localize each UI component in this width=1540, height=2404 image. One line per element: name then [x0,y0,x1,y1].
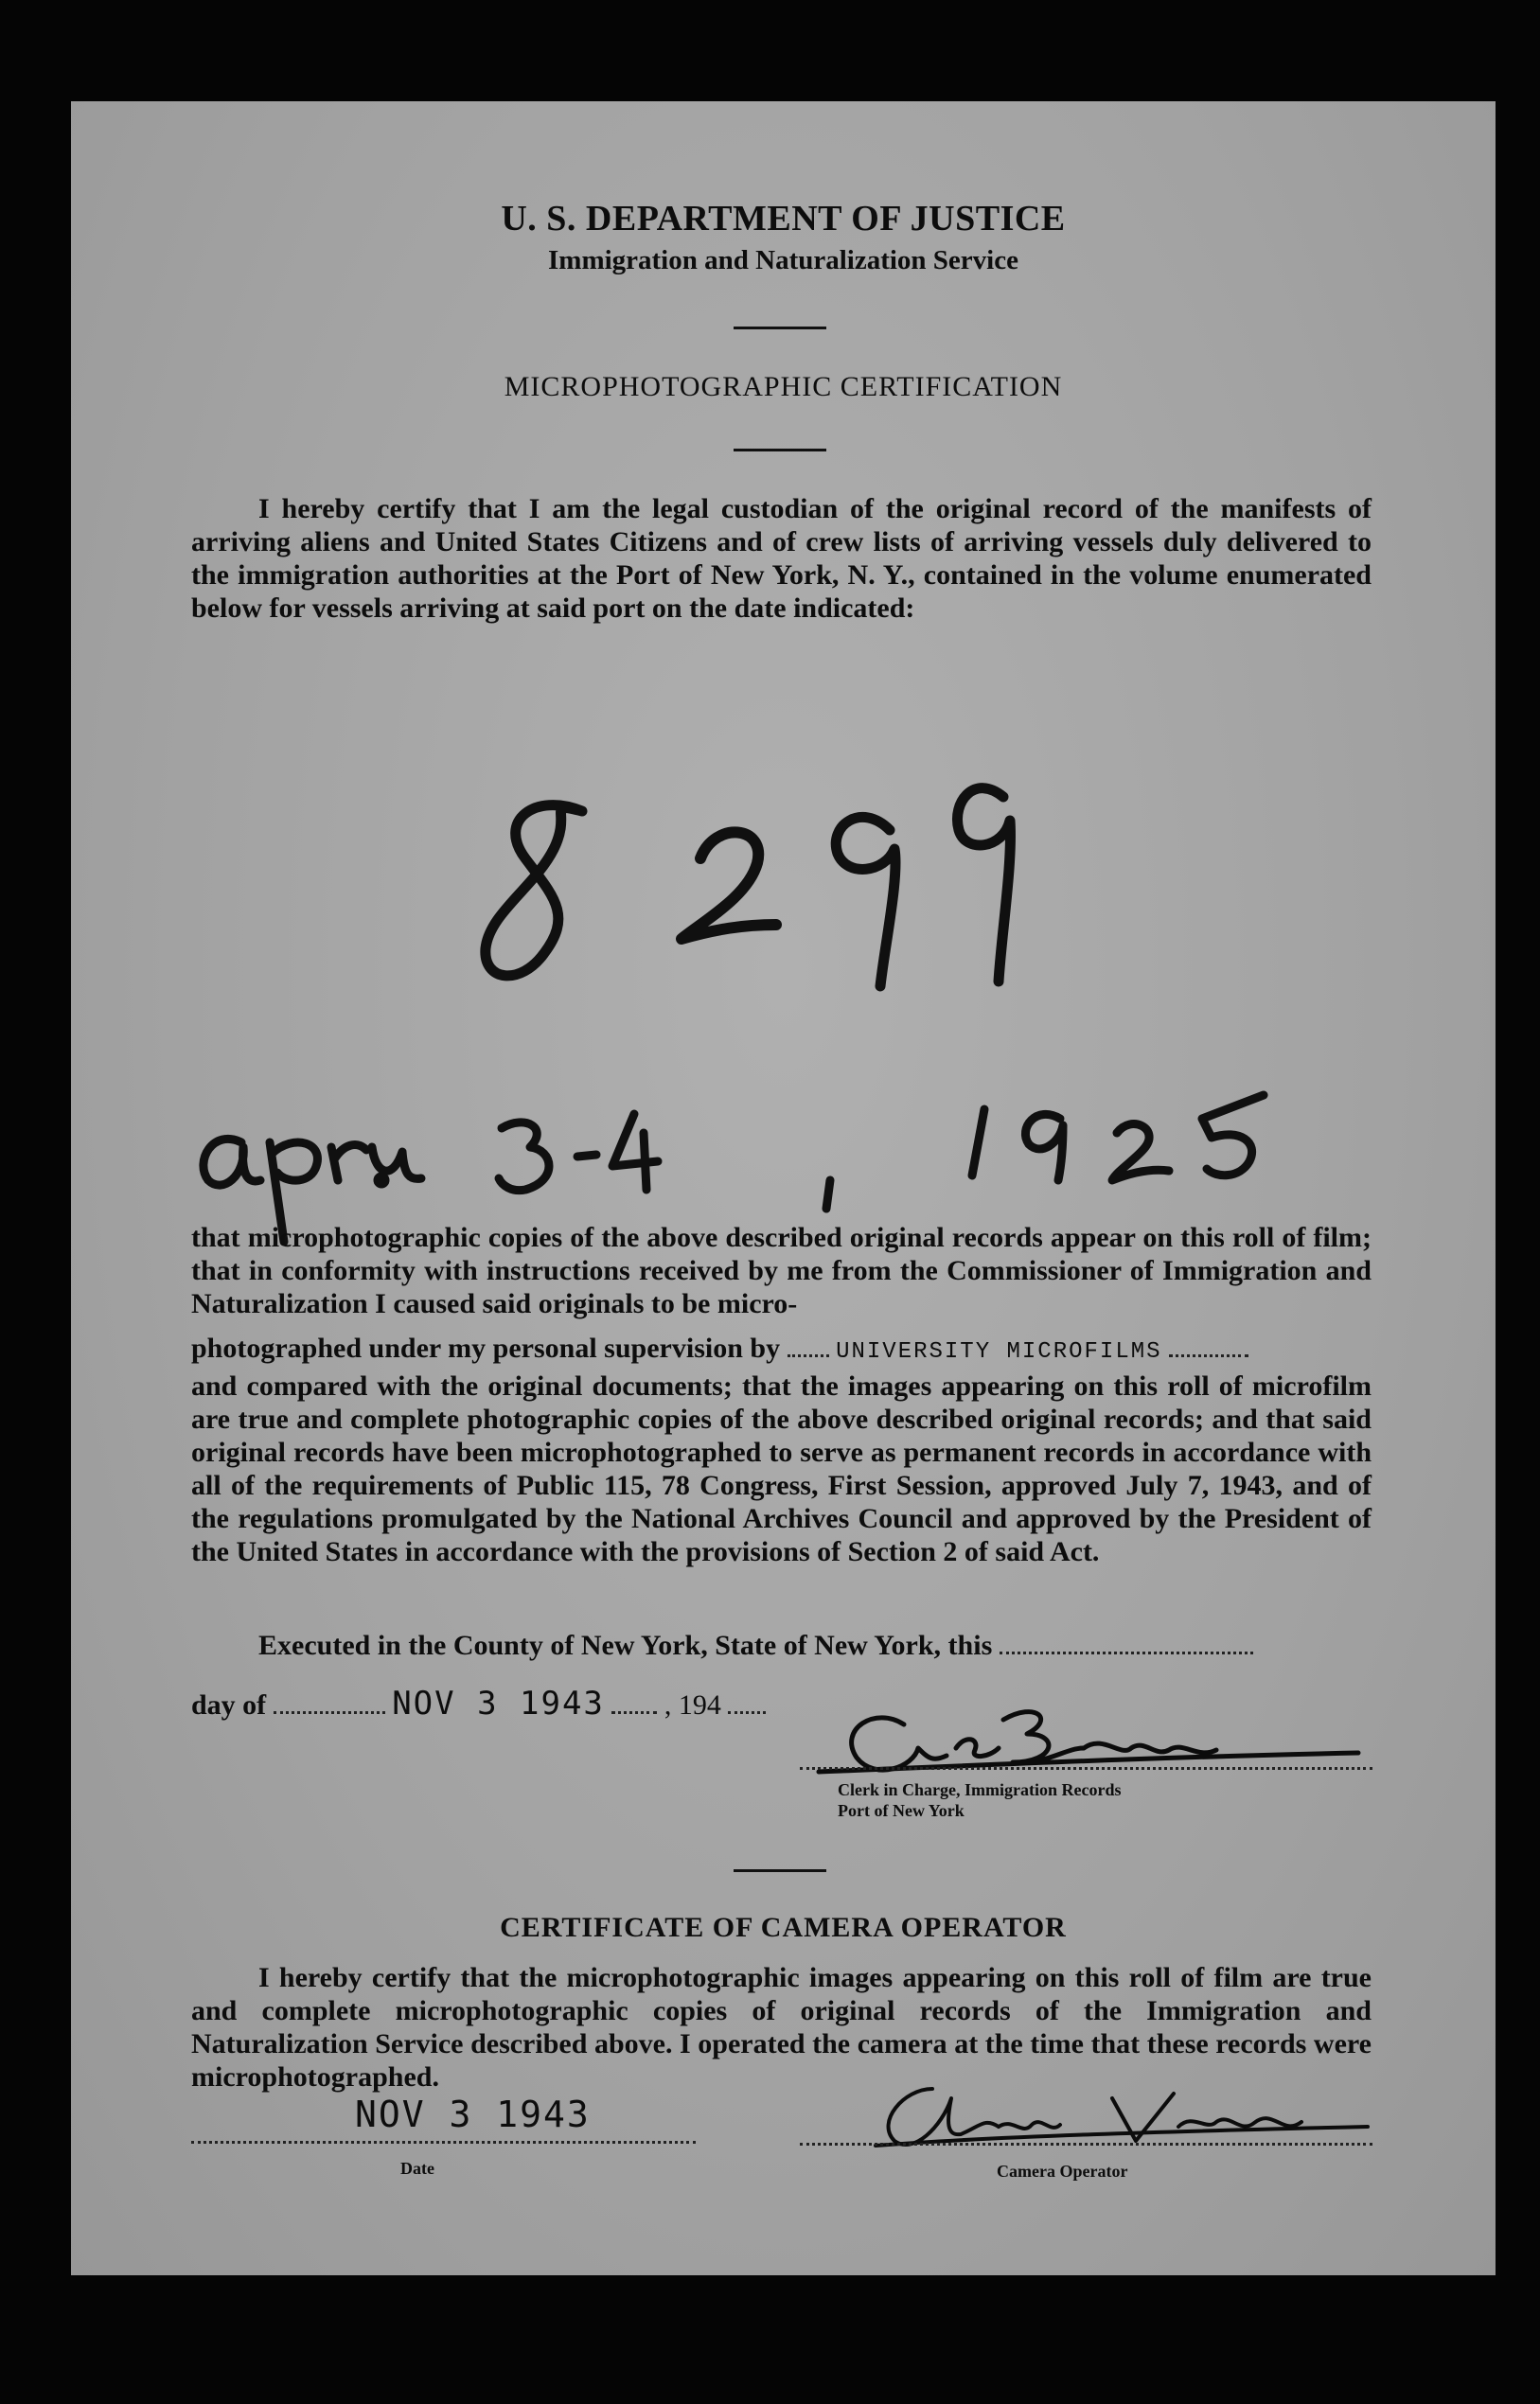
department-heading: U. S. DEPARTMENT OF JUSTICE [501,199,1066,239]
date-label: Date [400,2159,434,2178]
body-paragraph-b [191,1370,1372,1568]
handwritten-volume-and-date [431,660,1207,1057]
date-stamp: NOV 3 1943 [392,1685,605,1723]
intro-paragraph [191,492,1372,625]
clerk-title [838,1779,1121,1821]
operator-signature [857,2070,1387,2165]
dotted-leader [1169,1332,1248,1357]
intro-text: I hereby certify that I am the legal custodian of the original record of the manifests of arriving aliens and United States Citizens and of crew lists of arriving vessels duly delivered to the immigration authorities at the Port of New York, N. Y., contained in the volume enumerated below for vessels arriving at said port on the date indicated: [191,493,1372,624]
executed-text: Executed in the County of New York, State of New York, this [258,1630,993,1661]
dotted-leader [1000,1629,1253,1654]
dotted-leader [611,1688,657,1714]
day-of-label: day of [191,1689,267,1721]
divider [734,327,826,329]
certification-title: MICROPHOTOGRAPHIC CERTIFICATION [504,371,1063,402]
dotted-leader [788,1332,829,1357]
date-line [191,2141,696,2144]
certificate-page [71,101,1496,2275]
photographed-prefix: photographed under my personal supervision by [191,1333,781,1364]
executed-line [258,1629,1253,1662]
camera-operator-text: I hereby certify that the microphotographic images appearing on this roll of film are true and complete microphotographic copies of original records of the Immigration and Naturalization Service described above. I operated the camera at the time that these records were microphotographed. [191,1962,1372,2093]
divider [734,1869,826,1872]
body-paragraph-a [191,1221,1372,1320]
camera-operator-title: CERTIFICATE OF CAMERA OPERATOR [500,1912,1067,1943]
clerk-title-line1: Clerk in Charge, Immigration Records [838,1780,1122,1799]
divider [734,449,826,451]
clerk-title-line2: Port of New York [838,1801,965,1820]
operator-label: Camera Operator [997,2162,1128,2181]
photographer-name: UNIVERSITY MICROFILMS [836,1339,1162,1365]
operator-signature-line [800,2143,1372,2146]
year-prefix: , 194 [664,1689,721,1721]
body-text-b: and compared with the original documents; that the images appearing on this roll of microfilm are true and complete photographic copies of the above described original records; and that said original records have been microphotographed to serve as permanent records in accordance with all of the requirements of Public 115, 78 Congress, First Session, approved July 7, 1943, and of the regulations promulgated by the National Archives Council and approved by the President of the United States in accordance with the provisions of Section 2 of said Act. [191,1370,1372,1567]
service-subheading: Immigration and Naturalization Service [548,245,1018,275]
photographer-line [191,1332,1372,1365]
signature-line [800,1767,1372,1770]
body-text-a: that microphotographic copies of the above described original records appear on this roll of film; that in conformity with instructions received by me from the Commissioner of Immigration and Naturalization I caused said originals to be micro- [191,1222,1372,1319]
dotted-leader [728,1688,766,1714]
dotted-leader [274,1688,385,1714]
day-of-line [191,1685,766,1723]
operator-date-stamp: NOV 3 1943 [355,2094,591,2135]
